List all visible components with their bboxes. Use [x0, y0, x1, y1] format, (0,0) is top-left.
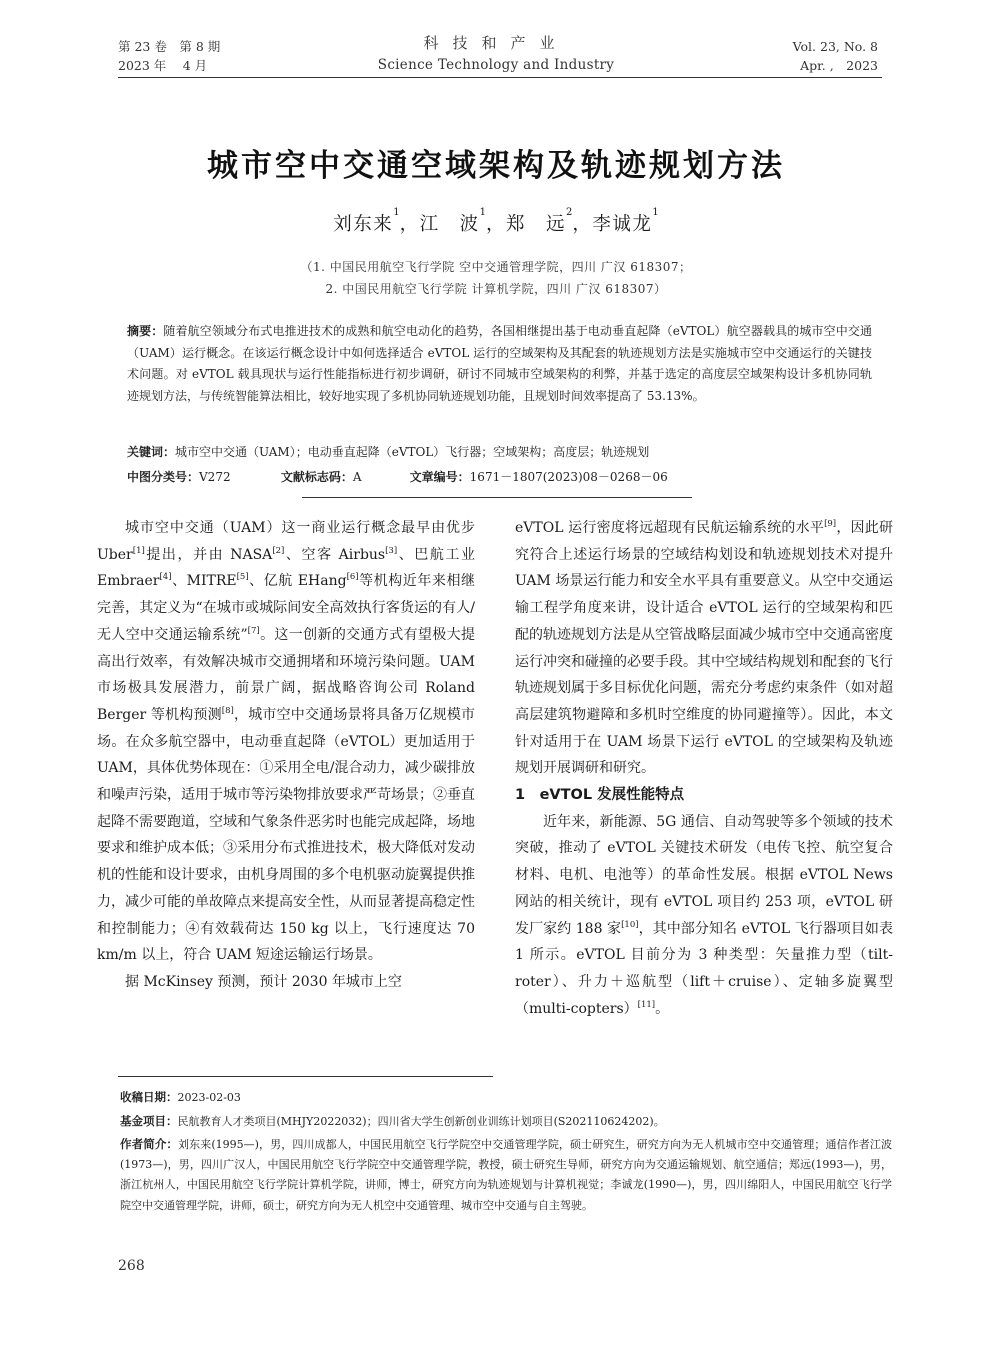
article-no-value: 1671－1807(2023)08－0268－06: [469, 470, 668, 484]
abstract-label: 摘要：: [127, 324, 164, 338]
body-text: 、巴航工业 Embraer: [97, 546, 476, 590]
body-text: 、亿航 EHang: [248, 573, 347, 590]
clc-value: V272: [199, 470, 231, 484]
journal-title-en: Science Technology and Industry: [377, 57, 615, 73]
author-affiliation-mark: 1: [393, 207, 400, 218]
citation-ref: [6]: [346, 572, 359, 583]
body-right-column: [515, 515, 893, 1022]
section-heading: 1 eVTOL 发展性能特点: [515, 787, 685, 804]
author-bio: [120, 1134, 892, 1216]
journal-date-en: Apr. , 2023: [800, 58, 878, 73]
body-paragraph: [515, 809, 893, 1023]
clc-label: 中图分类号：: [127, 470, 200, 484]
keywords: [127, 442, 872, 464]
citation-ref: [9]: [824, 519, 837, 529]
footnote-rule: [118, 1076, 493, 1077]
citation-ref: [5]: [236, 572, 249, 583]
fund-info: [120, 1111, 892, 1132]
body-paragraph: 据 McKinsey 预测，预计 2030 年城市上空: [125, 973, 402, 990]
author-name: 郑 远: [506, 214, 567, 235]
author-name: 李诚龙: [592, 214, 653, 235]
received-value: 2023-02-03: [177, 1091, 241, 1104]
body-text: 、MITRE: [171, 573, 237, 590]
body-text: ，其中部分知名 eVTOL 飞行器项目如表 1 所示。eVTOL 目前分为 3 种类型：矢量推力型（tilt-roter）、升力＋巡航型（lift＋cruise）、定轴多旋翼型（multi-copters）: [515, 920, 893, 1017]
received-label: 收稿日期：: [120, 1090, 178, 1104]
body-text: 。: [655, 1000, 670, 1017]
bio-value: 刘东来(1995—)，男，四川成都人，中国民用航空飞行学院空中交通管理学院，硕士研究生，研究方向为无人机城市空中交通管理；通信作者江波(1973—)，男，四川广汉人，中国民用航空飞行学院空中交通管理学院，教授，硕士研究生导师，研究方向为交通运输规划、航空通信；郑远(1993—)，男，浙江杭州人，中国民用航空飞行学院计算机学院，讲师，博士，研究方向为轨迹规划与计算机视觉；李诚龙(1990—)，男，四川绵阳人，中国民用航空飞行学院空中交通管理学院，讲师，硕士，研究方向为无人机空中交通管理、城市空中交通与自主驾驶。: [120, 1138, 893, 1212]
body-text: ，城市空中交通场景将具备万亿规模市场。在众多航空器中，电动垂直起降（eVTOL）更加适用于 UAM，具体优势体现在：①采用全电/混合动力，减少碳排放和噪声污染，适用于城市等污染物排放要求严苛场景；②垂直起降不需要跑道，空域和气象条件恶劣时也能完成起降，场地要求和维护成本低；③采用分布式推进技术，极大降低对发动机的性能和设计要求，由机身周围的多个电机驱动旋翼提供推力，减少可能的单故障点来提高安全性，从而显著提高稳定性和控制能力；④有效载荷达 150 kg 以上，飞行速度达 70 km/m 以上，符合 UAM 短途运输运行场景。: [97, 706, 476, 964]
keywords-text: 城市空中交通（UAM）；电动垂直起降（eVTOL）飞行器；空域架构；高度层；轨迹规划: [175, 445, 650, 459]
paper-title: 城市空中交通空域架构及轨迹规划方法: [207, 148, 785, 184]
citation-ref: [8]: [221, 705, 234, 716]
body-paragraph: [515, 515, 893, 782]
affiliation-line: （1. 中国民用航空飞行学院 空中交通管理学院，四川 广汉 618307；: [300, 260, 692, 274]
article-no-label: 文章编号：: [409, 470, 470, 484]
author-affiliation-mark: 1: [652, 207, 659, 218]
fund-label: 基金项目：: [120, 1114, 178, 1128]
citation-ref: [3]: [385, 545, 398, 556]
body-left-column: [97, 515, 475, 996]
citation-ref: [4]: [159, 572, 172, 583]
author-name: 刘东来: [333, 214, 394, 235]
body-text: 近年来，新能源、5G 通信、自动驾驶等多个领域的技术突破，推动了 eVTOL 关键技术研发（电传飞控、航空复合材料、电机、电池等）的革命性发展。根据 eVTOL News 网站的相关统计，现有 eVTOL 项目约 253 项，eVTOL 研发厂家约 188 家: [515, 813, 893, 937]
abstract-divider: [302, 497, 692, 498]
page-number: 268: [118, 1258, 145, 1274]
fund-value: 民航教育人才类项目(MHJY2022032)；四川省大学生创新创业训练计划项目(S202110624202)。: [177, 1115, 665, 1128]
body-text: 提出，并由 NASA: [144, 546, 273, 563]
body-text: ，因此研究符合上述运行场景的空域结构划设和轨迹规划技术对提升 UAM 场景运行能力和安全水平具有重要意义。从空中交通运输工程学角度来讲，设计适合 eVTOL 运行的空域架构和匹配的轨迹规划方法是从空管战略层面减少城市空中交通高密度运行冲突和碰撞的必要手段。其中空域结构规划和配套的飞行轨迹规划属于多目标优化问题，需充分考虑约束条件（如对超高层建筑物避障和多机时空维度的协同避撞等）。因此，本文针对适用于在 UAM 场景下运行 eVTOL 的空域架构及轨迹规划开展调研和研究。: [515, 520, 893, 777]
citation-ref: [2]: [272, 545, 285, 556]
abstract-text: 随着航空领域分布式电推进技术的成熟和航空电动化的趋势，各国相继提出基于电动垂直起降（eVTOL）航空器载具的城市空中交通（UAM）运行概念。在该运行概念设计中如何选择适合 eVTOL 运行的空域架构及其配套的轨迹规划方法是实施城市空中交通运行的关键技术问题。对 eVTOL 载具现状与运行性能指标进行初步调研，研讨不同城市空域架构的利弊，并基于选定的高度层空域架构设计多机协同轨迹规划方法，与传统智能算法相比，较好地实现了多机协同轨迹规划功能，且规划时间效率提高了 53.13%。: [127, 324, 872, 403]
author-affiliation-mark: 1: [479, 207, 486, 218]
received-date: [120, 1087, 892, 1108]
citation-ref: [7]: [247, 625, 260, 636]
journal-volume-en: Vol. 23, No. 8: [792, 39, 878, 54]
body-text: 城市空中交通（UAM）这一商业运行概念最早由优步 Uber: [97, 520, 475, 563]
body-text: 。这一创新的交通方式有望极大提高出行效率，有效解决城市交通拥堵和环境污染问题。UAM 市场极具发展潜力，前景广阔，据战略咨询公司 Roland Berger 等机构预测: [97, 626, 475, 723]
body-text: 等机构近年来相继完善，其定义为“在城市或城际间安全高效执行客货运的有人/无人空中交通运输系统”: [97, 573, 475, 643]
abstract: [127, 321, 872, 407]
keywords-label: 关键词：: [127, 445, 176, 459]
affiliation-line: 2. 中国民用航空飞行学院 计算机学院，四川 广汉 618307）: [325, 282, 667, 296]
journal-title-cn: 科技和产业: [423, 34, 569, 52]
body-text: eVTOL 运行密度将远超现有民航运输系统的水平: [515, 520, 825, 536]
classification-row: [127, 468, 872, 485]
citation-ref: [11]: [637, 999, 656, 1010]
author-affiliation-mark: 2: [566, 207, 573, 218]
header-rule: [118, 77, 882, 78]
journal-date: 2023 年 4 月: [118, 58, 208, 73]
citation-ref: [10]: [621, 919, 639, 930]
doc-code-label: 文献标志码：: [280, 470, 353, 484]
citation-ref: [1]: [132, 545, 145, 556]
bio-label: 作者简介：: [120, 1137, 179, 1151]
body-text: 、空客 Airbus: [284, 546, 386, 563]
body-paragraph: [97, 515, 475, 969]
doc-code-value: A: [352, 470, 362, 484]
journal-volume-issue: 第 23 卷 第 8 期: [118, 39, 221, 54]
author-name: 江 波: [419, 214, 480, 235]
author-list: 刘东来$^1$，江 波$^1$，郑 远$^2$，李诚龙$^1$: [333, 207, 659, 235]
